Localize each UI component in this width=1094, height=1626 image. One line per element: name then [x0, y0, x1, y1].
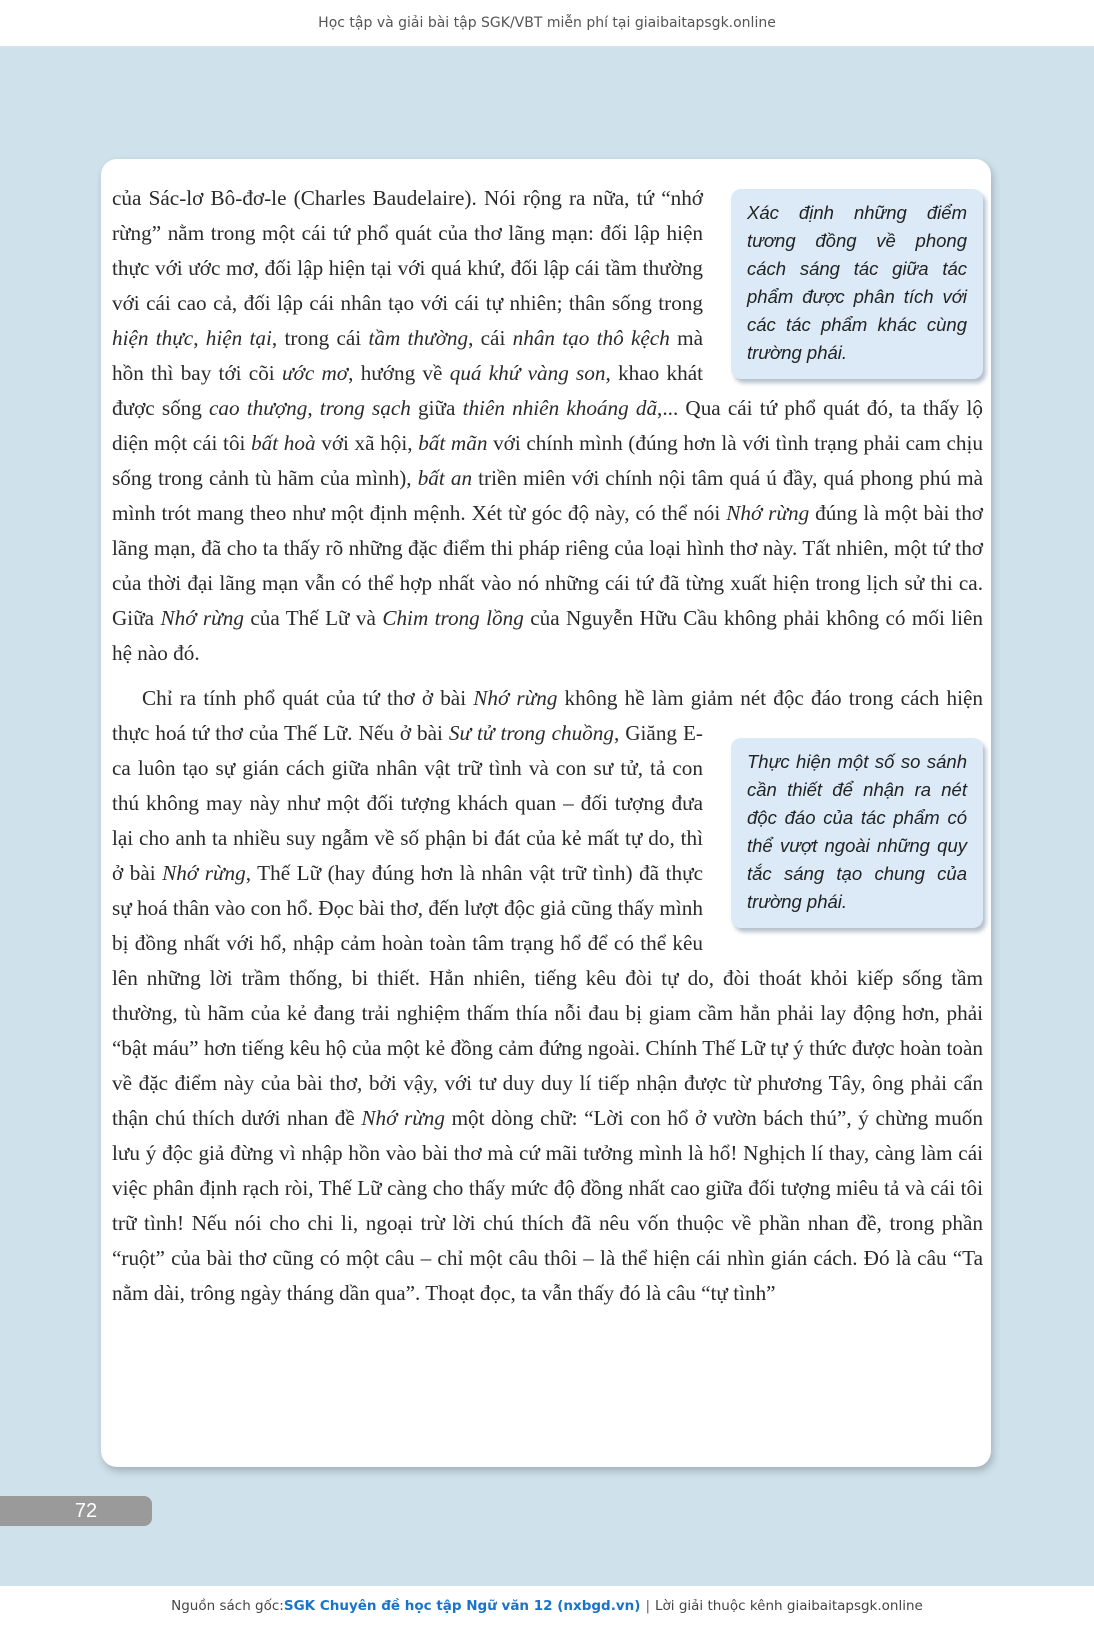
side-note-2: Thực hiện một số so sánh cần thiết để nhận ra nét độc đáo của tác phẩm có thể vượt ngoài những quy tắc sáng tạo chung của trường phái.: [731, 738, 983, 928]
site-footer: [0, 1586, 1094, 1626]
side-note-1: Xác định những điểm tương đồng về phong cách sáng tác giữa tác phẩm được phân tích với các tác phẩm khác cùng trường phái.: [731, 189, 983, 379]
header-text: Học tập và giải bài tập SGK/VBT miễn phí tại giaibaitapsgk.online: [318, 15, 776, 31]
site-header: [0, 0, 1094, 47]
page-number-tab: [0, 1496, 152, 1526]
paragraph-1: Xác định những điểm tương đồng về phong cách sáng tác giữa tác phẩm được phân tích với các tác phẩm khác cùng trường phái. của Sác-lơ Bô-đơ-le (Charles Baudelaire). Nói rộng ra nữa, tứ “nhớ rừng” nằm trong một cái tứ phổ quát của thơ lãng mạn: đối lập hiện thực với ước mơ, đối lập hiện tại với quá khứ, đối lập cái tầm thường với cái cao cả, đối lập cái nhân tạo với cái tự nhiên; thân sống trong hiện thực, hiện tại, trong cái tầm thường, cái nhân tạo thô kệch mà hồn thì bay tới cõi ước mơ, hướng về quá khứ vàng son, khao khát được sống cao thượng, trong sạch giữa thiên nhiên khoáng dã,... Qua cái tứ phổ quát đó, ta thấy lộ diện một cái tôi bất hoà với xã hội, bất mãn với chính mình (đúng hơn là với tình trạng phải cam chịu sống trong cảnh tù hãm của mình), bất an triền miên với chính nội tâm quá ú đầy, quá phong phú mà mình trót mang theo như một định mệnh. Xét từ góc độ này, có thể nói Nhớ rừng đúng là một bài thơ lãng mạn, đã cho ta thấy rõ những đặc điểm thi pháp riêng của loại hình thơ này. Tất nhiên, một tứ thơ của thời đại lãng mạn vẫn có thể hợp nhất vào nó những cái tứ đã từng xuất hiện trong lịch sử thi ca. Giữa Nhớ rừng của Thế Lữ và Chim trong lồng của Nguyễn Hữu Cầu không phải không có mối liên hệ nào đó.: [112, 186, 984, 665]
footer-prefix: Nguồn sách gốc:: [171, 1598, 284, 1614]
footer-separator: |: [645, 1598, 650, 1614]
footer-suffix: Lời giải thuộc kênh giaibaitapsgk.online: [655, 1598, 923, 1614]
page-number: 72: [74, 1499, 98, 1522]
paragraph-2: Chỉ ra tính phổ quát của tứ thơ ở bài Nhớ rừng không hề làm giảm nét độc đáo trong cách hiện thực hoá tứ thơ của Thế Lữ. Nếu ở bài Sư tử trong chuồng Thực hiện một số so sánh cần thiết để nhận ra nét độc đáo của tác phẩm có thể vượt ngoài những quy tắc sáng tạo chung của trường phái. , Giăng E-ca luôn tạo sự gián cách giữa nhân vật trữ tình và con sư tử, tả con thú không may này như một đối tượng khách quan – đối tượng đưa lại cho anh ta nhiều suy ngẫm về số phận bi đát của kẻ mất tự do, thì ở bài Nhớ rừng, Thế Lữ (hay đúng hơn là nhân vật trữ tình) đã thực sự hoá thân vào con hổ. Đọc bài thơ, đến lượt độc giả cũng thấy mình bị đồng nhất với hổ, nhập cảm hoàn toàn tâm trạng hổ để có thể kêu lên những lời trầm thống, bi thiết. Hẳn nhiên, tiếng kêu đòi tự do, đòi thoát khỏi kiếp sống tầm thường, tù hãm của kẻ đang trải nghiệm thấm thía nỗi đau bị giam cầm hẳn phải lay động hơn, phải “bật máu” hơn tiếng kêu hộ của một kẻ đồng cảm đứng ngoài. Chính Thế Lữ tự ý thức được hoàn toàn về đặc điểm này của bài thơ, bởi vậy, với tư duy duy lí tiếp nhận được từ phương Tây, ông phải cẩn thận chú thích dưới nhan đề Nhớ rừng một dòng chữ: “Lời con hổ ở vườn bách thú”, ý chừng muốn lưu ý độc giả đừng vì nhập hồn vào bài thơ mà cứ mãi tưởng mình là hổ! Nghịch lí thay, càng làm cái việc phân định rạch ròi, Thế Lữ càng cho thấy mức độ đồng nhất cao giữa đối tượng miêu tả và cái tôi trữ tình! Nếu nói cho chi li, ngoại trừ lời chú thích đã nêu vốn thuộc về phần nhan đề, trong phần “ruột” của bài thơ cũng có một câu – chỉ một câu thôi – là thể hiện cái nhìn gián cách. Đó là câu “Ta nằm dài, trông ngày tháng dần qua”. Thoạt đọc, ta vẫn thấy đó là câu “tự tình”: [112, 686, 983, 1305]
footer-source-link[interactable]: SGK Chuyên đề học tập Ngữ văn 12 (nxbgd.vn): [283, 1598, 641, 1614]
main-text: [112, 181, 983, 1311]
